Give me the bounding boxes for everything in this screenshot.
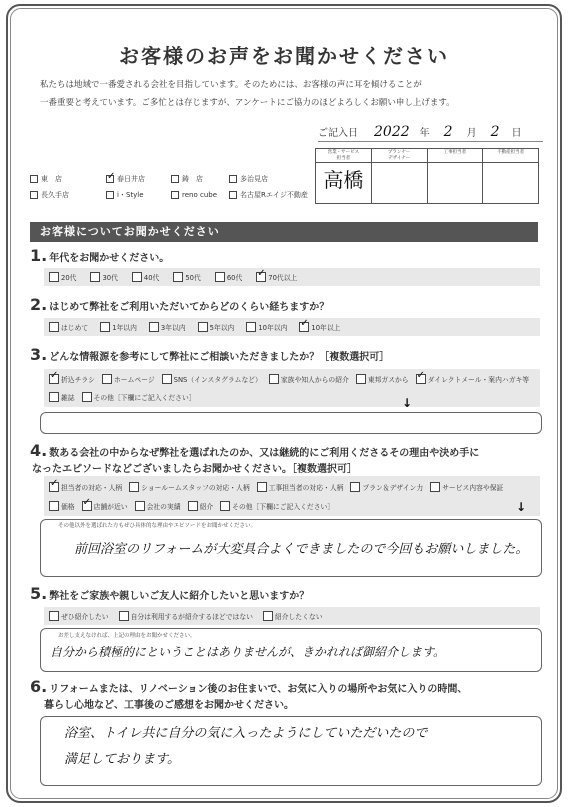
option[interactable] bbox=[220, 501, 334, 511]
question-number: 3. bbox=[30, 345, 48, 364]
option-label: 紹介したくない bbox=[274, 613, 323, 621]
checkbox-icon[interactable] bbox=[350, 482, 360, 492]
q1-options bbox=[44, 268, 540, 286]
date-label: ご記入日 bbox=[318, 128, 358, 139]
checkbox-icon[interactable] bbox=[416, 374, 426, 384]
store-option[interactable] bbox=[106, 174, 171, 184]
store-option[interactable] bbox=[229, 190, 320, 200]
option[interactable] bbox=[49, 272, 76, 282]
staff-header-construction: 工事担当者 bbox=[427, 149, 483, 163]
option-label: サービス内容や保証 bbox=[442, 483, 504, 492]
store-label: 長久手店 bbox=[41, 191, 69, 199]
question-number: 6. bbox=[30, 677, 48, 696]
checkbox-icon[interactable] bbox=[269, 374, 279, 384]
option[interactable] bbox=[49, 374, 95, 384]
option-label: 会社の実績 bbox=[146, 502, 181, 511]
question-5 bbox=[30, 584, 540, 604]
question-3 bbox=[30, 345, 540, 365]
question-text: 年代をお聞かせください。 bbox=[49, 253, 170, 264]
option-label: 工事担当者の対応・人柄 bbox=[268, 483, 344, 492]
option-label: 価格 bbox=[61, 502, 75, 511]
staff-header-planner: プランナー デザイナー bbox=[371, 149, 427, 163]
option-label: ホームページ bbox=[113, 376, 155, 384]
store-option[interactable] bbox=[30, 190, 106, 200]
checkbox-icon[interactable] bbox=[246, 322, 256, 332]
question-text-line-1: 数ある会社の中からなぜ弊社を選ばれたのか、又は継続的にご利用くださるその理由や決め手に bbox=[49, 448, 480, 459]
checkbox-icon[interactable] bbox=[198, 322, 208, 332]
option-label: 3年以内 bbox=[160, 324, 186, 332]
checkbox-icon[interactable] bbox=[49, 482, 59, 492]
checkbox-icon[interactable] bbox=[188, 501, 198, 511]
q5-note: お差し支えなければ、上記の理由をお聞かせください。 bbox=[58, 633, 196, 639]
checkbox-icon[interactable] bbox=[215, 272, 225, 282]
option-label: 雑誌 bbox=[61, 394, 75, 402]
store-label: i・Style bbox=[117, 191, 144, 199]
option[interactable] bbox=[356, 374, 409, 384]
q3-free-text-box[interactable] bbox=[40, 412, 542, 434]
checkbox-icon[interactable] bbox=[171, 191, 179, 199]
option[interactable] bbox=[149, 322, 186, 332]
checkbox-icon[interactable] bbox=[135, 501, 145, 511]
option-label: 担当者の対応・人柄 bbox=[61, 483, 123, 492]
question-2 bbox=[30, 295, 540, 315]
checkbox-icon[interactable] bbox=[102, 374, 112, 384]
question-6 bbox=[30, 677, 540, 713]
checkbox-icon[interactable] bbox=[263, 611, 273, 621]
checkbox-icon[interactable] bbox=[171, 175, 179, 183]
checkbox-icon[interactable] bbox=[49, 374, 59, 384]
option-label: 50代 bbox=[185, 274, 201, 282]
q5-options bbox=[44, 607, 540, 625]
option[interactable] bbox=[263, 611, 323, 621]
date-year: 2022 bbox=[374, 124, 410, 140]
option[interactable] bbox=[119, 611, 253, 621]
option[interactable] bbox=[188, 501, 214, 511]
date-day: 2 bbox=[490, 124, 500, 140]
checkbox-icon[interactable] bbox=[229, 191, 237, 199]
option[interactable] bbox=[49, 611, 109, 621]
date-month-unit: 月 bbox=[466, 128, 477, 139]
option-label: SNS（インスタグラムなど） bbox=[173, 376, 262, 384]
option-label: 家族や知人からの紹介 bbox=[280, 376, 349, 384]
store-option[interactable] bbox=[171, 174, 229, 184]
option[interactable] bbox=[49, 322, 88, 332]
date-year-unit: 年 bbox=[419, 128, 430, 139]
option-label: 紹介 bbox=[199, 502, 214, 511]
question-text: はじめて弊社をご利用いただいてからどのくらい経ちますか？ bbox=[49, 302, 330, 313]
option[interactable] bbox=[102, 374, 155, 384]
question-text-line-2: なったエピソードなどございましたらお聞かせください。［複数選択可］ bbox=[32, 464, 357, 475]
option[interactable] bbox=[198, 322, 235, 332]
arrow-down-icon: ↓ bbox=[516, 500, 527, 514]
question-number: 1. bbox=[30, 246, 48, 265]
option[interactable] bbox=[49, 501, 75, 511]
question-number: 2. bbox=[30, 295, 48, 314]
checkbox-icon[interactable] bbox=[49, 272, 59, 282]
option[interactable] bbox=[82, 392, 196, 402]
checkbox-icon[interactable] bbox=[49, 322, 59, 332]
option-label: 40代 bbox=[143, 274, 160, 282]
date-month: 2 bbox=[443, 124, 453, 140]
date-day-unit: 日 bbox=[511, 128, 522, 139]
checkbox-icon[interactable] bbox=[173, 272, 183, 282]
checkbox-icon[interactable] bbox=[132, 272, 142, 282]
option[interactable] bbox=[299, 322, 340, 332]
intro-line-2: 一番重要と考えています。ご多忙とは存じますが、アンケートにご協力のほどよろしくお願い申し上げます。 bbox=[40, 98, 455, 108]
store-label: 鋳 店 bbox=[182, 175, 203, 183]
store-option[interactable] bbox=[171, 190, 229, 200]
store-selector bbox=[30, 174, 320, 200]
question-text: どんな情報源を参考にして弊社にご相談いただきましたか？［複数選択可］ bbox=[49, 352, 390, 363]
store-option[interactable] bbox=[30, 174, 106, 184]
option-label: ショールームスタッフの対応・人柄 bbox=[141, 483, 250, 492]
option-label: その他［下欄にご記入ください］ bbox=[93, 394, 196, 402]
option[interactable] bbox=[49, 392, 75, 402]
option[interactable] bbox=[129, 482, 249, 492]
q6-handwritten-answer-line-2: 満足しております。 bbox=[64, 752, 180, 767]
q4-note: その他以外を選ばれた方もぜひ具体的な理由やエピソードをお聞かせください。 bbox=[58, 523, 257, 529]
option[interactable] bbox=[49, 482, 122, 492]
store-label: reno cube bbox=[182, 191, 218, 199]
option-label: 店舗が近い bbox=[93, 502, 128, 511]
option[interactable] bbox=[215, 272, 242, 282]
option[interactable] bbox=[173, 272, 200, 282]
option[interactable] bbox=[135, 501, 181, 511]
option-label: ぜひ紹介したい bbox=[61, 613, 109, 621]
option-label: 自分は利用するが紹介するほどではない bbox=[130, 613, 253, 621]
checkbox-icon[interactable] bbox=[149, 322, 159, 332]
question-1 bbox=[30, 246, 540, 266]
question-4 bbox=[30, 441, 540, 477]
staff-construction-value[interactable] bbox=[427, 163, 483, 204]
intro-text bbox=[40, 76, 540, 112]
option[interactable] bbox=[246, 322, 287, 332]
option[interactable] bbox=[162, 374, 262, 384]
option[interactable] bbox=[82, 501, 128, 511]
option[interactable] bbox=[256, 272, 297, 282]
question-text: 弊社をご家族や親しいご友人に紹介したいと思いますか？ bbox=[49, 591, 310, 602]
staff-header-realestate: 不動産担当者 bbox=[483, 149, 539, 163]
q6-handwritten-answer-line-1: 浴室、トイレ共に自分の気に入ったようにしていただいたので bbox=[64, 726, 428, 741]
staff-planner-value[interactable] bbox=[371, 163, 427, 204]
q4-options bbox=[44, 476, 540, 516]
option[interactable] bbox=[90, 272, 117, 282]
checkbox-icon[interactable] bbox=[299, 322, 309, 332]
checkbox-icon[interactable] bbox=[119, 611, 129, 621]
checkbox-icon[interactable] bbox=[106, 191, 114, 199]
page-title: お客様のお声をお聞かせください bbox=[119, 44, 449, 68]
checkbox-icon[interactable] bbox=[49, 392, 59, 402]
option-label: 30代 bbox=[102, 274, 118, 282]
option[interactable] bbox=[350, 482, 423, 492]
section-heading: お客様についてお聞かせください bbox=[30, 222, 538, 242]
q5-handwritten-answer: 自分から積極的にということはありませんが、きかれれば御紹介します。 bbox=[50, 645, 446, 659]
question-text-line-2: 暮らし心地など、工事後のご感想をお聞かせください。 bbox=[44, 700, 294, 711]
question-number: 5. bbox=[30, 584, 48, 603]
checkbox-icon[interactable] bbox=[82, 501, 92, 511]
store-label: 東 店 bbox=[41, 175, 62, 183]
intro-line-1: 私たちは地域で一番愛される会社を目指しています。そのためには、お客様の声に耳を傾けることが bbox=[40, 80, 422, 90]
checkbox-icon[interactable] bbox=[49, 501, 59, 511]
option-label: 70代以上 bbox=[268, 274, 298, 282]
staff-header-sales: 営業・サービス 担当者 bbox=[316, 149, 372, 163]
option[interactable] bbox=[269, 374, 349, 384]
option-label: 20代 bbox=[61, 274, 77, 282]
option-label: 10年以内 bbox=[258, 324, 288, 332]
checkbox-icon[interactable] bbox=[106, 175, 114, 183]
store-label: 春日井店 bbox=[117, 175, 145, 183]
option-label: 折込チラシ bbox=[61, 376, 95, 384]
staff-sales-value[interactable]: 高橋 bbox=[316, 163, 372, 204]
option-label: プラン＆デザイン力 bbox=[362, 483, 424, 492]
q3-options bbox=[44, 369, 540, 407]
checkbox-icon[interactable] bbox=[162, 374, 172, 384]
checkbox-icon[interactable] bbox=[49, 611, 59, 621]
staff-table bbox=[315, 148, 539, 204]
option-label: 10年以上 bbox=[311, 324, 341, 332]
checkbox-icon[interactable] bbox=[229, 175, 237, 183]
q2-options bbox=[44, 318, 540, 336]
question-number: 4. bbox=[30, 441, 48, 460]
staff-realestate-value[interactable] bbox=[483, 163, 539, 204]
option[interactable] bbox=[430, 482, 503, 492]
checkbox-icon[interactable] bbox=[30, 191, 38, 199]
date-underline bbox=[318, 141, 543, 142]
checkbox-icon[interactable] bbox=[90, 272, 100, 282]
checkbox-icon[interactable] bbox=[100, 322, 110, 332]
store-label: 名古屋Rエイジ不動産 bbox=[240, 191, 308, 199]
checkbox-icon[interactable] bbox=[129, 482, 139, 492]
checkbox-icon[interactable] bbox=[356, 374, 366, 384]
option-label: 60代 bbox=[226, 274, 243, 282]
checkbox-icon[interactable] bbox=[82, 392, 92, 402]
store-option[interactable] bbox=[229, 174, 320, 184]
date-field[interactable] bbox=[318, 124, 521, 140]
option-label: その他［下欄にご記入ください］ bbox=[232, 502, 335, 511]
option[interactable] bbox=[100, 322, 137, 332]
option-label: はじめて bbox=[61, 324, 89, 332]
checkbox-icon[interactable] bbox=[256, 272, 266, 282]
option[interactable] bbox=[257, 482, 344, 492]
checkbox-icon[interactable] bbox=[430, 482, 440, 492]
checkbox-icon[interactable] bbox=[257, 482, 267, 492]
option-label: 1年以内 bbox=[112, 324, 137, 332]
arrow-down-icon: ↓ bbox=[402, 396, 413, 410]
store-option[interactable] bbox=[106, 190, 171, 200]
q4-handwritten-answer: 前回浴室のリフォームが大変具合よくできましたので今回もお願いしました。 bbox=[74, 542, 529, 557]
checkbox-icon[interactable] bbox=[220, 501, 230, 511]
option[interactable] bbox=[416, 374, 529, 384]
question-text-line-1: リフォームまたは、リノベーション後のお住まいで、お気に入りの場所やお気に入りの時間、 bbox=[49, 684, 468, 695]
checkbox-icon[interactable] bbox=[30, 175, 38, 183]
option-label: 5年以内 bbox=[209, 324, 235, 332]
store-label: 多治見店 bbox=[240, 175, 268, 183]
option[interactable] bbox=[132, 272, 159, 282]
option-label: 東邦ガスから bbox=[367, 376, 409, 384]
option-label: ダイレクトメール・案内ハガキ等 bbox=[427, 376, 530, 384]
